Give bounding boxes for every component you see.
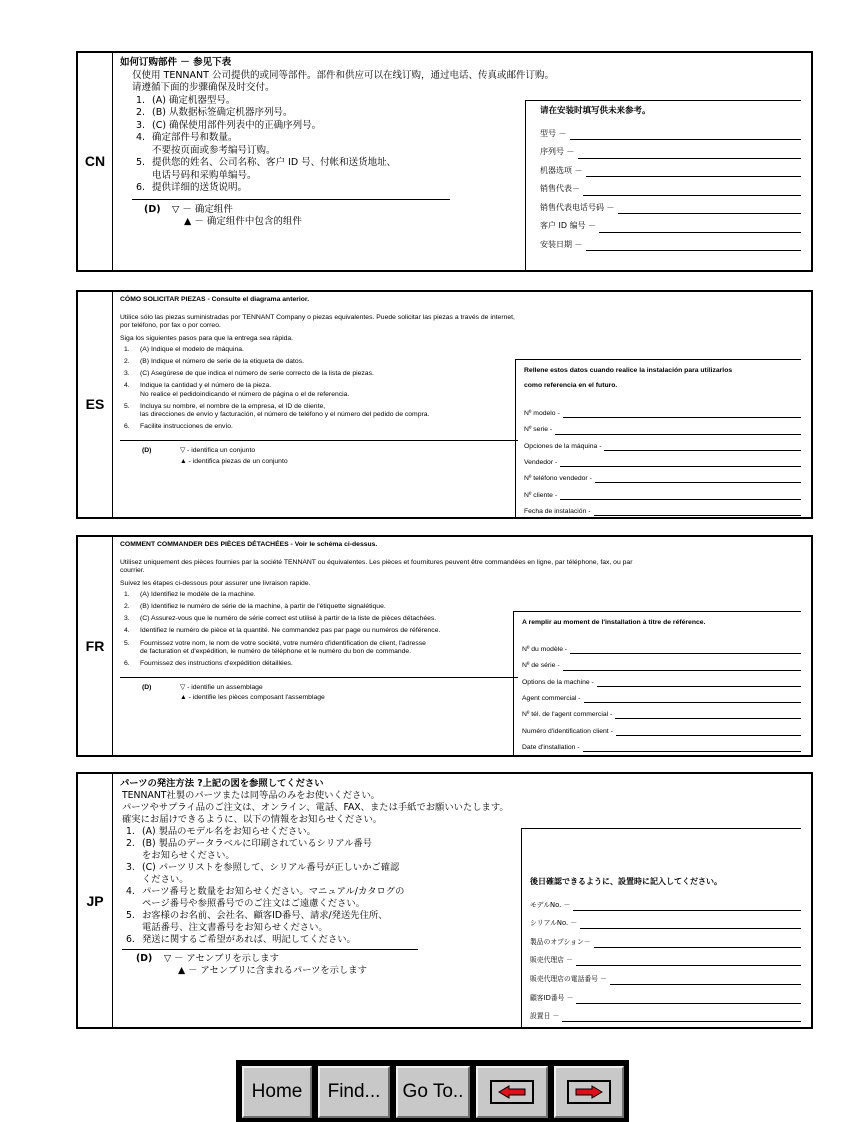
step-item: 2. (B) 从数据标签确定机器序列号。	[136, 107, 293, 118]
intro-line: por teléfono, por fax o por correo.	[120, 322, 221, 330]
intro-line: Utilice sólo las piezas suministradas por TENNANT Company o piezas equivalentes. Puede solicitar las piezas a través de internet,	[120, 314, 515, 322]
intro-line: 仅使用 TENNANT 公司提供的或同等部件。部件和供应可以在线订购，通过电话、传真或邮件订购。	[132, 69, 554, 81]
install-record-panel	[521, 828, 801, 1027]
options-field[interactable]: Options de la machine -	[522, 671, 801, 687]
section-fr	[76, 535, 813, 757]
step-item: 电话号码和采购单编号。	[152, 169, 257, 181]
serial-field[interactable]: 序列号 －	[540, 140, 801, 159]
serial-field[interactable]: Nº serie -	[524, 418, 801, 434]
install-date-field[interactable]: 安装日期 －	[540, 233, 801, 252]
symbol-legend: (D) ▽ － 确定组件	[144, 203, 233, 215]
step-item: 1. (A) 製品のモデル名をお知らせください。	[126, 826, 316, 837]
previous-page-button[interactable]	[476, 1066, 548, 1118]
options-field[interactable]: Opciones de la máquina -	[524, 435, 801, 451]
install-date-field[interactable]: Fecha de instalación -	[524, 500, 801, 516]
model-field[interactable]: Nº du modèle -	[522, 638, 801, 654]
language-code: ES	[78, 292, 113, 517]
intro-line: Utilisez uniquement des pièces fournies par la société TENNANT ou équivalentes. Les pièces et fournitures peuvent être commandées en ligne, par téléphone, fax, ou par	[120, 559, 633, 567]
step-item: 1. (A) Identifiez le modèle de la machine.	[124, 590, 256, 598]
home-button[interactable]: Home	[242, 1066, 312, 1118]
panel-title: 请在安装时填写供未来参考。	[540, 106, 651, 116]
divider	[122, 949, 418, 950]
customer-id-field[interactable]: 客户 ID 编号 －	[540, 214, 801, 233]
language-code: JP	[78, 774, 113, 1027]
customer-id-field[interactable]: Numéro d'identification client -	[522, 719, 801, 735]
step-item: 5. Fournissez votre nom, le nom de votre société, votre numéro d'identification de client, l'adresse	[124, 639, 426, 647]
step-item: 不要按页面或参考编号订购。	[152, 144, 276, 156]
right-arrow-icon	[567, 1080, 611, 1104]
step-item: No realice el pedidoindicando el número de página o el de referencia.	[140, 390, 350, 398]
section-cn	[76, 51, 813, 272]
panel-title: A remplir au moment de l'installation à titre de référence.	[522, 619, 706, 626]
intro-line: Suivez les étapes ci-dessous pour assurer une livraison rapide.	[120, 579, 311, 587]
open-triangle-legend: ▽ - identifie un assemblage	[180, 684, 263, 692]
divider	[120, 677, 518, 678]
install-record-panel	[525, 100, 801, 270]
step-item: 5. 提供您的姓名、公司名称、客户 ID 号、付帐和送货地址、	[136, 157, 397, 168]
panel-title: Rellene estos datos cuando realice la instalación para utilizarlos	[524, 367, 733, 374]
step-item: 1. (A) 确定机器型号。	[136, 94, 236, 106]
customer-id-field[interactable]: Nº cliente -	[524, 483, 801, 499]
symbol-legend: (D) ▽ - identifie un assemblage	[142, 684, 263, 692]
step-item: 3. (C) 确保使用部件列表中的正确序列号。	[136, 119, 322, 131]
left-arrow-icon	[490, 1080, 534, 1104]
install-date-field[interactable]: Date d'installation -	[522, 736, 801, 752]
intro-line: 確実にお届けできるように、以下の情報をお知らせください。	[122, 814, 383, 825]
sales-rep-phone-field[interactable]: 销售代表电话号码 －	[540, 196, 801, 215]
language-code: FR	[78, 537, 113, 755]
step-item: 6. 提供详细的送货说明。	[136, 182, 248, 193]
open-triangle-legend: ▽ － アセンブリを示します	[164, 953, 279, 964]
install-record-panel	[513, 611, 801, 755]
go-to-button[interactable]: Go To..	[396, 1066, 470, 1118]
step-item: 3. (C) Asegúrese de que indica el número de serie correcto de la lista de piezas.	[124, 370, 374, 378]
section-title: CÓMO SOLICITAR PIEZAS - Consulte el diagrama anterior.	[120, 296, 310, 303]
step-item: 電話番号、注文書番号をお知らせください。	[142, 922, 328, 933]
section-title: 如何订购部件 － 参见下表	[120, 57, 232, 68]
sales-rep-field[interactable]: 销售代表－	[540, 177, 801, 196]
intro-line: TENNANT社製のパーツまたは同等品のみをお使いください。	[122, 790, 380, 801]
step-item: 5. お客様のお名前、会社名、顧客ID番号、請求/発送先住所、	[126, 910, 388, 921]
sales-rep-field[interactable]: Agent commercial -	[522, 687, 801, 703]
step-item: 4. Indique la cantidad y el número de la pieza.	[124, 382, 272, 390]
filled-triangle-legend: ▲ － 确定组件中包含的组件	[184, 216, 302, 227]
step-item: ページ番号や参照番号でのご注文はご遠慮ください。	[142, 898, 365, 909]
model-field[interactable]: モデルNo. －	[530, 892, 801, 911]
filled-triangle-legend: ▲ - identifie les pièces composant l'assemblage	[180, 694, 325, 702]
step-item: 4. 确定部件号和数量。	[136, 132, 238, 143]
step-item: las direcciones de envío y facturación, el número de teléfono y el número del pedido de compra.	[140, 411, 430, 419]
panel-title: como referencia en el futuro.	[524, 382, 618, 389]
section-es	[76, 290, 813, 519]
filled-triangle-legend: ▲ － アセンブリに含まれるパーツを示します	[178, 965, 367, 976]
navigation-bar	[236, 1060, 629, 1122]
step-item: をお知らせください。	[142, 850, 235, 861]
serial-field[interactable]: Nº de série -	[522, 654, 801, 670]
intro-line: courrier.	[120, 567, 145, 575]
options-field[interactable]: 机器选项 －	[540, 159, 801, 178]
model-field[interactable]: 型号 －	[540, 122, 801, 141]
intro-line: Siga los siguientes pasos para que la entrega sea rápida.	[120, 334, 294, 342]
step-item: 2. (B) Identifiez le numéro de série de la machine, à partir de l'étiquette signalétique.	[124, 603, 386, 611]
sales-rep-phone-field[interactable]: Nº teléfono vendedor -	[524, 467, 801, 483]
step-item: 5. Incluya su nombre, el nombre de la empresa, el ID de cliente,	[124, 402, 326, 410]
step-item: de facturation et d'expédition, le numéro de téléphone et le numéro du bon de commande.	[140, 647, 412, 655]
section-jp	[76, 772, 813, 1029]
intro-line: 请遵循下面的步骤确保及时交付。	[132, 82, 275, 93]
model-field[interactable]: Nº modelo -	[524, 402, 801, 418]
section-title: パーツの発注方法 ?上記の図を参照してください	[120, 778, 324, 789]
step-item: ください。	[142, 874, 189, 885]
panel-title: 後日確認できるように、設置時に記入してください。	[530, 877, 722, 886]
step-item: 3. (C) パーツリストを参照して、シリアル番号が正しいかご確認	[126, 862, 400, 873]
open-triangle-legend: ▽ － 确定组件	[172, 203, 233, 215]
install-record-panel	[515, 359, 801, 517]
step-item: 4. パーツ番号と数量をお知らせください。マニュアル/カタログの	[126, 886, 405, 897]
filled-triangle-legend: ▲ - identifica piezas de un conjunto	[180, 457, 288, 465]
open-triangle-legend: ▽ - identifica un conjunto	[180, 447, 256, 455]
customer-id-field[interactable]: 顧客ID番号 －	[530, 985, 801, 1004]
step-item: 4. Identifiez le numéro de pièce et la quantité. Ne commandez pas par page ou numéros de référence.	[124, 627, 441, 635]
serial-field[interactable]: シリアルNo. －	[530, 911, 801, 930]
sales-rep-field[interactable]: Vendedor -	[524, 451, 801, 467]
symbol-legend: (D) ▽ － アセンブリを示します	[136, 953, 279, 964]
step-item: 1. (A) Indique el modelo de máquina.	[124, 345, 244, 353]
symbol-legend: (D) ▽ - identifica un conjunto	[142, 447, 256, 455]
sales-rep-phone-field[interactable]: 販売代理店の電話番号 －	[530, 966, 801, 985]
options-field[interactable]: 製品のオプション－	[530, 929, 801, 948]
sales-rep-phone-field[interactable]: Nº tél. de l'agent commercial -	[522, 703, 801, 719]
step-item: 6. Facilite instrucciones de envío.	[124, 423, 233, 431]
install-date-field[interactable]: 設置日 －	[530, 1004, 801, 1023]
step-item: 6. Fournissez des instructions d'expédition détaillées.	[124, 660, 293, 668]
step-item: 2. (B) Indique el número de serie de la etiqueta de datos.	[124, 358, 304, 366]
find-button[interactable]: Find...	[318, 1066, 390, 1118]
divider	[120, 440, 518, 441]
language-code: CN	[78, 53, 113, 270]
divider	[132, 199, 450, 200]
intro-line: パーツやサプライ品のご注文は、オンライン、電話、FAX、または手紙でお願いいたします。	[122, 802, 509, 813]
sales-rep-field[interactable]: 販売代理店 －	[530, 948, 801, 967]
step-item: 2. (B) 製品のデータラベルに印刷されているシリアル番号	[126, 838, 373, 849]
next-page-button[interactable]	[554, 1066, 624, 1118]
section-title: COMMENT COMMANDER DES PIÈCES DÉTACHÉES - Voir le schéma ci-dessus.	[120, 541, 378, 548]
step-item: 6. 発送に関するご希望があれば、明記してください。	[126, 934, 356, 945]
step-item: 3. (C) Assurez-vous que le numéro de série correct est utilisé à partir de la liste de pièces détachées.	[124, 615, 437, 623]
